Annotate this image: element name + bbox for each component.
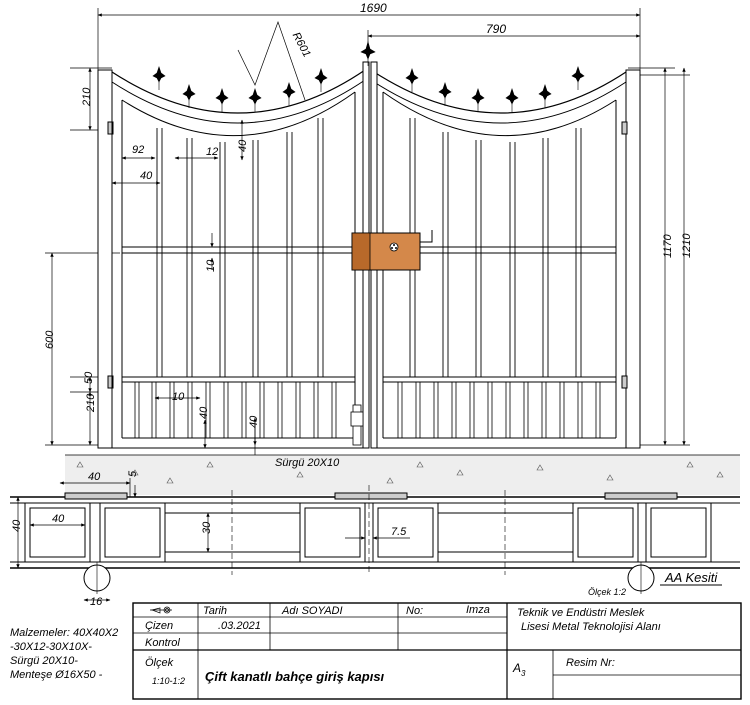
title-block xyxy=(133,603,741,699)
title-block-text xyxy=(145,604,661,686)
left-bottom-bars xyxy=(135,382,336,438)
tb-tarih: Tarih xyxy=(203,605,228,617)
latch-label: Sürgü 20X10 xyxy=(275,457,340,469)
lock-box xyxy=(352,230,432,270)
sec-dim-40-top: 40 xyxy=(88,471,101,483)
tb-kontrol: Kontrol xyxy=(145,637,180,649)
dim-40-arc: 40 xyxy=(237,139,249,152)
dim-40-ground-b: 40 xyxy=(248,415,260,428)
section-scale-note: Ölçek 1:2 xyxy=(588,587,627,597)
tb-adi: Adı SOYADI xyxy=(282,605,343,617)
dim-40-frame: 40 xyxy=(140,170,153,182)
tb-cizen: Çizen xyxy=(145,620,174,632)
sec-dim-30: 30 xyxy=(201,521,213,534)
dim-r601: R601 xyxy=(289,30,313,60)
sec-dim-5: 5 xyxy=(127,470,139,477)
dim-1170: 1170 xyxy=(662,234,674,258)
projection-symbol-icon xyxy=(150,607,172,613)
dim-790: 790 xyxy=(486,22,507,36)
tb-title: Çift kanatlı bahçe giriş kapısı xyxy=(205,669,385,684)
latch-rod xyxy=(351,405,363,445)
materials-line-3: Sürgü 20X10- xyxy=(10,655,78,667)
materials-line-2: -30X12-30X10X- xyxy=(10,641,92,653)
tb-no: No: xyxy=(406,605,424,617)
tb-olcek: Ölçek xyxy=(145,657,174,669)
materials-line-4: Menteşe Ø16X50 - xyxy=(10,669,103,681)
tb-school-2: Lisesi Metal Teknolojisi Alanı xyxy=(521,621,661,633)
dim-1210: 1210 xyxy=(681,233,693,258)
sec-dim-40-inner: 40 xyxy=(52,513,65,525)
dim-40-ground-a: 40 xyxy=(198,406,210,419)
dim-210-bottom: 210 xyxy=(85,393,97,412)
materials-line-1: Malzemeler: 40X40X2 xyxy=(10,627,119,639)
tb-scale: 1:10-1:2 xyxy=(152,676,186,686)
section-title: AA Kesiti xyxy=(665,570,718,585)
tb-resim: Resim Nr: xyxy=(566,657,615,669)
dim-600: 600 xyxy=(44,330,56,349)
tb-school-1: Teknik ve Endüstri Meslek xyxy=(517,607,645,619)
sec-dim-7-5: 7.5 xyxy=(391,526,407,538)
dim-92: 92 xyxy=(132,144,145,156)
section-aa xyxy=(10,478,740,600)
tb-date: .03.2021 xyxy=(218,620,261,632)
sec-dim-40-left: 40 xyxy=(11,519,23,532)
dim-50: 50 xyxy=(83,371,95,384)
left-gate-leaf xyxy=(112,70,365,448)
right-bottom-bars xyxy=(398,382,600,438)
dim-10-bottom: 10 xyxy=(172,391,185,403)
dim-10-rail: 10 xyxy=(205,259,217,272)
materials-note xyxy=(10,626,135,682)
dim-1690: 1690 xyxy=(360,1,387,15)
tb-format: A xyxy=(513,661,522,675)
dim-210-top: 210 xyxy=(81,87,93,106)
tb-format-sub: 3 xyxy=(521,669,526,678)
sec-dim-16: 16 xyxy=(90,596,103,608)
dim-12: 12 xyxy=(206,146,219,158)
tb-imza: Imza xyxy=(466,604,490,616)
ground-concrete xyxy=(65,455,740,495)
